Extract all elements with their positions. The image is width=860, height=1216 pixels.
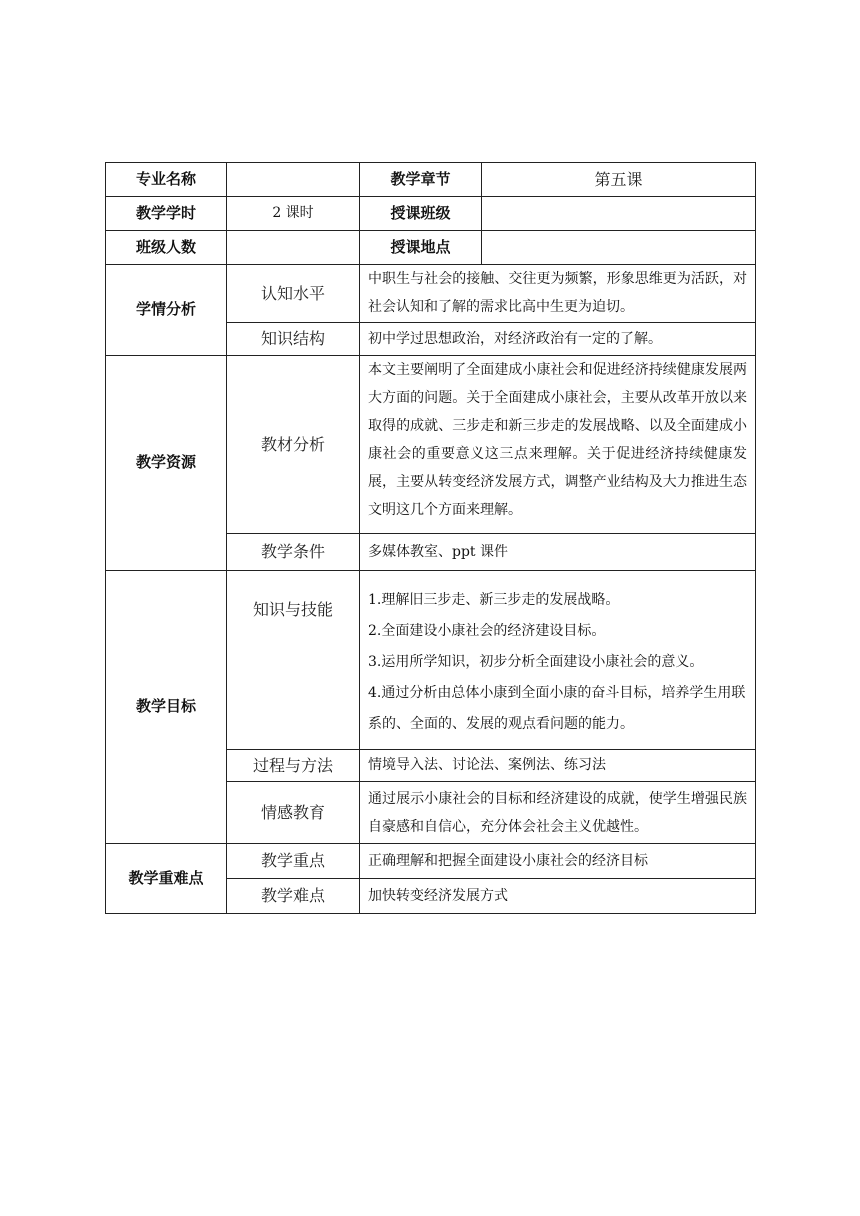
- hours-value: 2 课时: [227, 197, 360, 231]
- conditions-text: 多媒体教室、ppt 课件: [360, 534, 756, 571]
- chapter-value: 第五课: [482, 163, 756, 197]
- process-label: 过程与方法: [227, 750, 360, 782]
- major-label: 专业名称: [106, 163, 227, 197]
- conditions-label: 教学条件: [227, 534, 360, 571]
- difficulty-row-key: [106, 844, 756, 879]
- textbook-label: 教材分析: [227, 356, 360, 534]
- objectives-section-label: 教学目标: [106, 571, 227, 844]
- resources-section-label: 教学资源: [106, 356, 227, 571]
- learner-row-cognition: [106, 265, 756, 323]
- process-text: 情境导入法、讨论法、案例法、练习法: [360, 750, 756, 782]
- header-row-hours: [106, 197, 756, 231]
- knowledge-label: 知识结构: [227, 323, 360, 356]
- cognition-label: 认知水平: [227, 265, 360, 323]
- header-row-major: [106, 163, 756, 197]
- place-label: 授课地点: [360, 231, 482, 265]
- count-value: [227, 231, 360, 265]
- hard-text: 加快转变经济发展方式: [360, 879, 756, 914]
- emotion-text: 通过展示小康社会的目标和经济建设的成就，使学生增强民族自豪感和自信心，充分体会社会主义优越性。: [360, 782, 756, 844]
- key-text: 正确理解和把握全面建设小康社会的经济目标: [360, 844, 756, 879]
- cognition-text: 中职生与社会的接触、交往更为频繁，形象思维更为活跃，对社会认知和了解的需求比高中生更为迫切。: [360, 265, 756, 323]
- learner-section-label: 学情分析: [106, 265, 227, 356]
- chapter-label: 教学章节: [360, 163, 482, 197]
- place-value: [482, 231, 756, 265]
- skills-list: [360, 571, 756, 750]
- difficulty-section-label: 教学重难点: [106, 844, 227, 914]
- header-row-count: [106, 231, 756, 265]
- hours-label: 教学学时: [106, 197, 227, 231]
- key-label: 教学重点: [227, 844, 360, 879]
- lesson-plan-table: [105, 162, 756, 914]
- count-label: 班级人数: [106, 231, 227, 265]
- hard-label: 教学难点: [227, 879, 360, 914]
- major-value: [227, 163, 360, 197]
- class-label: 授课班级: [360, 197, 482, 231]
- textbook-text: 本文主要阐明了全面建成小康社会和促进经济持续健康发展两大方面的问题。关于全面建成小康社会，主要从改革开放以来取得的成就、三步走和新三步走的发展战略、以及全面建成小康社会的重要意义这三点来理解。关于促进经济持续健康发展，主要从转变经济发展方式，调整产业结构及大力推进生态文明这几个方面来理解。: [360, 356, 756, 534]
- skills-item: 1.理解旧三步走、新三步走的发展战略。: [368, 591, 620, 608]
- skills-item: 4.通过分析由总体小康到全面小康的奋斗目标，培养学生用联系的、全面的、发展的观点看问题的能力。: [368, 684, 746, 732]
- objectives-row-skills: [106, 571, 756, 750]
- knowledge-text: 初中学过思想政治，对经济政治有一定的了解。: [360, 323, 756, 356]
- emotion-label: 情感教育: [227, 782, 360, 844]
- class-value: [482, 197, 756, 231]
- resources-row-textbook: [106, 356, 756, 534]
- skills-label: 知识与技能: [227, 571, 360, 750]
- skills-item: 3.运用所学知识，初步分析全面建设小康社会的意义。: [368, 653, 704, 670]
- skills-item: 2.全面建设小康社会的经济建设目标。: [368, 622, 606, 639]
